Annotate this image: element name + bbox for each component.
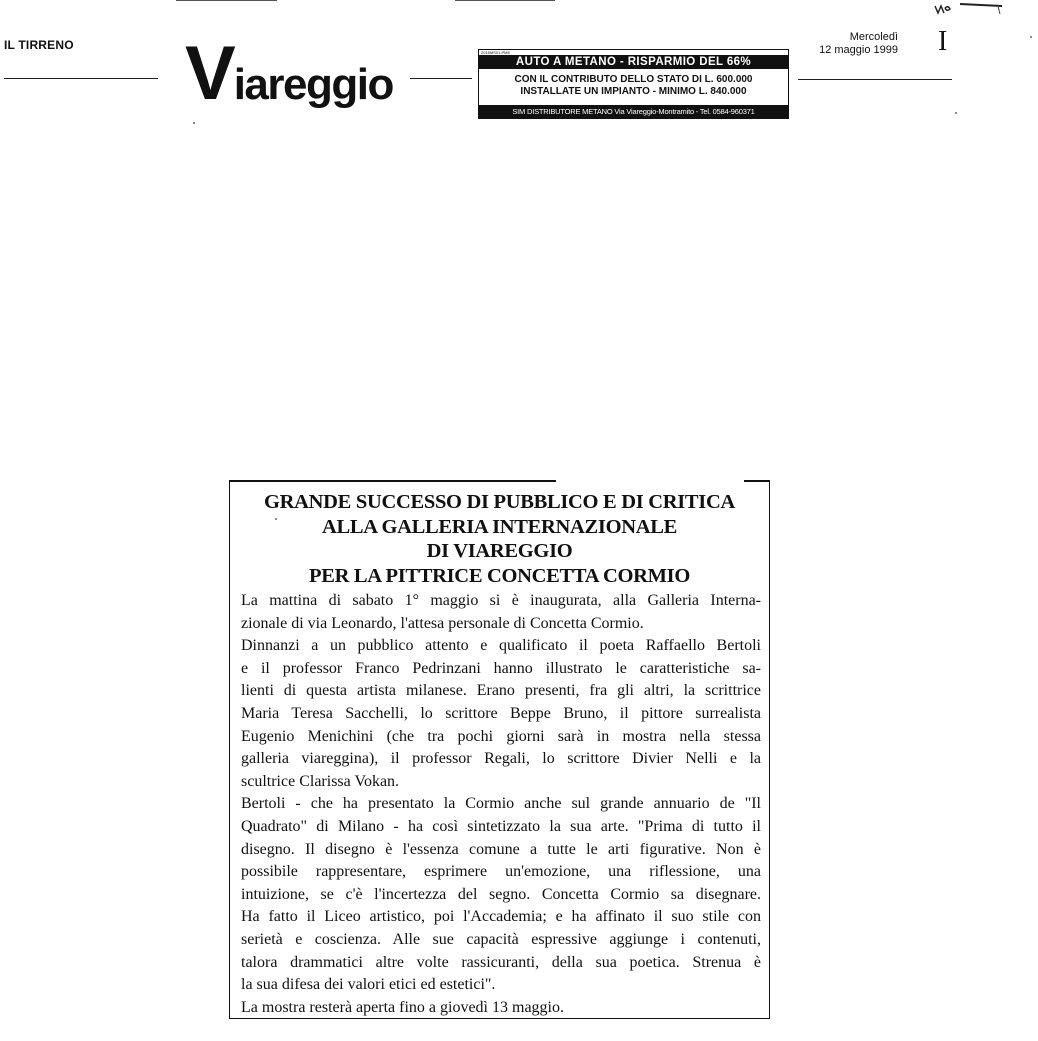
body-line: Bertoli - che ha presentato la Cormio anche sul grande annuario de "Il — [241, 795, 761, 813]
section-title-rest: iareggio — [233, 60, 393, 109]
headline-line: GRANDE SUCCESSO DI PUBBLICO E DI CRITICA — [264, 491, 735, 513]
body-line: la sua difesa dei valori etici ed estetici". — [241, 976, 496, 994]
headline-line: DI VIAREGGIO — [426, 540, 573, 562]
ad-footer: SIM DISTRIBUTORE METANO Via Viareggio-Montramito - Tel. 0584-960371 — [479, 105, 788, 118]
scan-edge-line — [176, 0, 277, 1]
article-box — [229, 482, 770, 1019]
body-line: Ha fatto il Liceo artistico, poi l'Accademia; e ha affinato il suo stile con — [241, 908, 761, 926]
masthead-rule-right — [798, 79, 952, 80]
headline-line: PER LA PITTRICE CONCETTA CORMIO — [308, 564, 690, 587]
newspaper-name: IL TIRRENO — [4, 38, 74, 52]
body-line: talora drammatici altre volte rassicuranti, della sua poetica. Strenua è — [241, 953, 761, 971]
scan-speck — [955, 112, 957, 114]
body-line: scultrice Clarissa Vokan. — [241, 772, 400, 790]
body-line: Dinnanzi a un pubblico attento e qualificato il poeta Raffaello Bertoli — [241, 637, 761, 655]
issue-weekday: Mercoledì — [849, 31, 898, 43]
body-line: possibile rappresentare, esprimere un'emozione, una riflessione, una — [241, 863, 761, 881]
body-line: La mattina di sabato 1° maggio si è inaugurata, alla Galleria Interna- — [241, 592, 761, 609]
body-line: Eugenio Menichini (che tra pochi giorni sarà in mostra nella stessa — [241, 727, 761, 745]
body-line: lienti di questa artista milanese. Erano presenti, fra gli altri, la scrittrice — [241, 682, 761, 700]
ad-line-2: INSTALLATE UN IMPIANTO - MINIMO L. 840.000 — [520, 86, 747, 97]
body-line: intuizione, se c'è l'incertezza del segno. Concetta Cormio sa disegnare. — [241, 885, 761, 903]
body-line: serietà e coscienza. Alle sue capacità espressive aggiunge i contenuti, — [241, 930, 761, 948]
scan-speck — [1030, 36, 1032, 38]
body-line: Maria Teresa Sacchelli, lo scrittore Beppe Bruno, il pittore surrealista — [241, 704, 761, 722]
advertisement-box — [478, 49, 789, 119]
headline-line: ALLA GALLERIA INTERNAZIONALE — [322, 515, 677, 538]
body-line: Quadrato" di Milano - ha così sintetizzato la sua arte. "Prima di tutto il — [241, 817, 761, 835]
handwritten-mark — [934, 2, 1004, 16]
masthead-rule-mid — [410, 78, 472, 79]
issue-day: 12 maggio 1999 — [819, 44, 898, 56]
body-line: galleria viareggina), il professor Regali, lo scrittore Divier Nelli e la — [241, 750, 761, 768]
section-title-initial: V — [185, 31, 234, 116]
scan-speck — [193, 122, 195, 124]
issue-date — [808, 31, 898, 57]
ad-headline: AUTO A METANO - RISPARMIO DEL 66% — [479, 55, 788, 69]
section-title — [185, 31, 393, 116]
body-line: e il professor Franco Pedrinzani hanno illustrato le caratteristiche sa- — [241, 659, 761, 677]
body-line: disegno. Il disegno è l'essenza comune a tutte le arti figurative. Non è — [241, 840, 761, 858]
masthead-rule-left — [4, 78, 158, 79]
body-line: zionale di via Leonardo, l'attesa personale di Concetta Cormio. — [241, 614, 644, 632]
ad-code: 2016MS01.PM5 — [481, 50, 510, 55]
page-numeral: I — [938, 26, 948, 57]
ad-line-1: CON IL CONTRIBUTO DELLO STATO DI L. 600.000 — [514, 74, 753, 85]
body-line: La mostra resterà aperta fino a giovedì 13 maggio. — [241, 998, 564, 1016]
scan-edge-line — [455, 0, 555, 1]
article-headline — [230, 490, 769, 588]
article-body — [241, 590, 761, 1019]
